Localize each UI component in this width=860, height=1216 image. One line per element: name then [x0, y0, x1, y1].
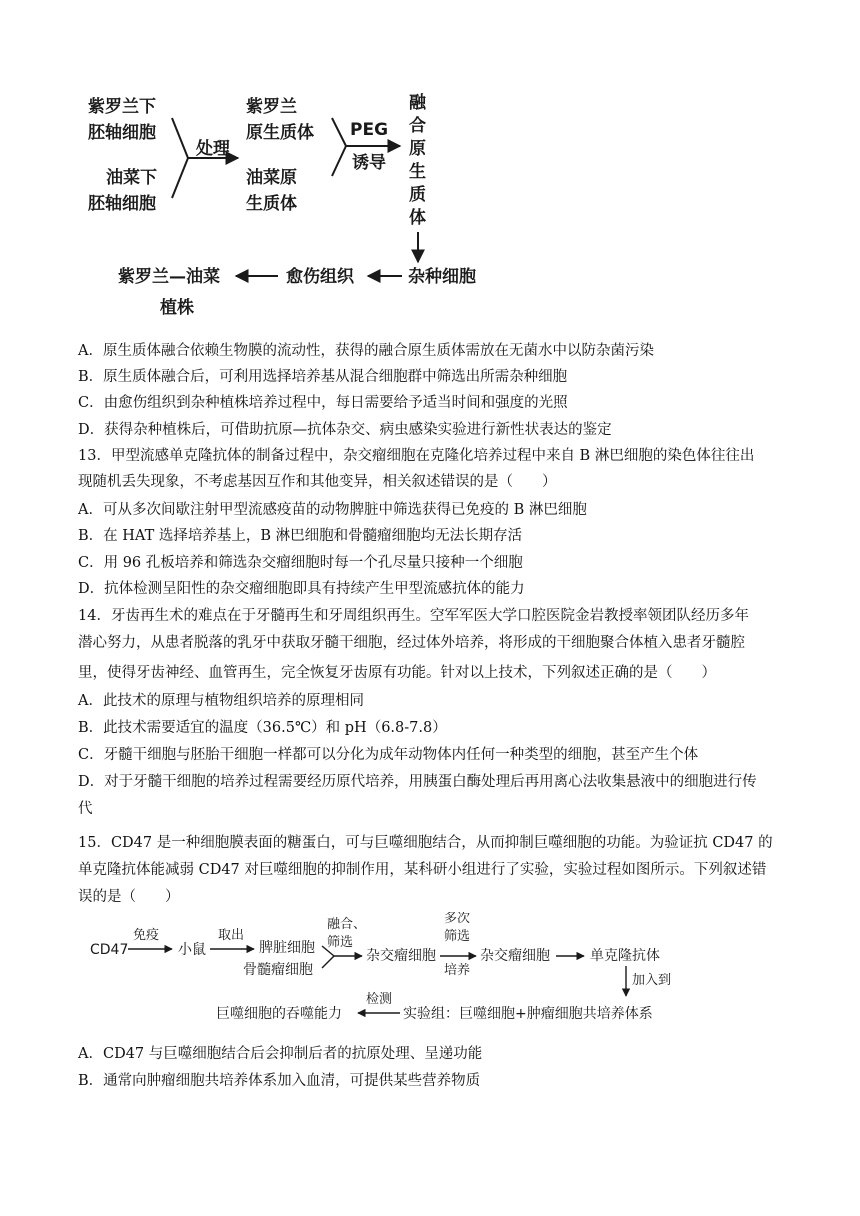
rape-protoplast-line1: 油菜原 — [246, 168, 297, 188]
q13-option-d: D．抗体检测呈阳性的杂交瘤细胞即具有持续产生甲型流感抗体的能力 — [78, 581, 525, 597]
q13-option-b: B．在 HAT 选择培养基上，B 淋巴细胞和骨髓瘤细胞均无法长期存活 — [78, 528, 523, 544]
callus-node: 愈伤组织 — [286, 267, 354, 287]
multi-screen-line2: 筛选 — [444, 929, 471, 944]
fuse-screen-line1: 融合、 — [327, 917, 367, 932]
fused-char-1: 融 — [409, 93, 426, 113]
q15-option-a: A．CD47 与巨噬细胞结合后会抑制后者的抗原处理、呈递功能 — [78, 1046, 483, 1062]
multi-screen-line3: 培养 — [444, 963, 471, 978]
protoplast-fusion-diagram — [0, 0, 860, 320]
q12-option-c: C．由愈伤组织到杂种植株培养过程中，每日需要给予适当时间和强度的光照 — [78, 395, 568, 411]
cd47-node: CD47 — [90, 942, 129, 958]
rape-cell-line2: 胚轴细胞 — [88, 194, 156, 214]
hybrid-cell-node: 杂种细胞 — [408, 267, 476, 287]
q14-stem-line3: 里，使得牙齿神经、血管再生，完全恢复牙齿原有功能。针对以上技术，下列叙述正确的是（ ） — [78, 665, 716, 681]
fused-char-2: 合 — [409, 116, 426, 136]
fuse-screen-line2: 筛选 — [327, 935, 354, 950]
immunize-label: 免疫 — [133, 928, 160, 943]
q14-option-a: A．此技术的原理与植物组织培养的原理相同 — [78, 693, 364, 709]
violet-cell-line1: 紫罗兰下 — [88, 97, 156, 117]
q12-option-b: B．原生质体融合后，可利用选择培养基从混合细胞群中筛选出所需杂种细胞 — [78, 369, 568, 385]
extract-label: 取出 — [218, 928, 245, 943]
rape-cell-line1: 油菜下 — [106, 168, 157, 188]
q12-option-d: D．获得杂种植株后，可借助抗原—抗体杂交、病虫感染实验进行新性状表达的鉴定 — [78, 422, 612, 438]
q14-stem-line2: 潜心努力，从患者脱落的乳牙中获取牙髓干细胞，经过体外培养，将形成的干细胞聚合体植入患者牙髓腔 — [78, 635, 745, 651]
q14-option-c: C．牙髓干细胞与胚胎干细胞一样都可以分化为成年动物体内任何一种类型的细胞，甚至产生个体 — [78, 747, 699, 763]
q13-stem-line1: 13．甲型流感单克隆抗体的制备过程中，杂交瘤细胞在克隆化培养过程中来自 B 淋巴细胞的染色体往往出 — [78, 448, 755, 464]
q13-option-c: C．用 96 孔板培养和筛选杂交瘤细胞时每一个孔尽量只接种一个细胞 — [78, 555, 523, 571]
fused-char-3: 原 — [409, 139, 426, 159]
q13-option-a: A．可从多次间歇注射甲型流感疫苗的动物脾脏中筛选获得已免疫的 B 淋巴细胞 — [78, 502, 587, 518]
q15-option-b: B．通常向肿瘤细胞共培养体系加入血清，可提供某些营养物质 — [78, 1073, 481, 1089]
rape-protoplast-line2: 生质体 — [246, 194, 297, 214]
experiment-group-node: 实验组：巨噬细胞+肿瘤细胞共培养体系 — [403, 1006, 653, 1022]
myeloma-node: 骨髓瘤细胞 — [243, 962, 313, 978]
q14-option-d-line1: D．对于牙髓干细胞的培养过程需要经历原代培养，用胰蛋白酶处理后再用离心法收集悬液中的细胞进行传 — [78, 774, 757, 790]
fused-char-4: 生 — [409, 162, 426, 182]
q15-stem-line2: 单克隆抗体能减弱 CD47 对巨噬细胞的抑制作用，某科研小组进行了实验，实验过程如图所示。下列叙述错 — [78, 862, 767, 878]
q13-stem-line2: 现随机丢失现象，不考虑基因互作和其他变异，相关叙述错误的是（ ） — [78, 474, 557, 490]
multi-screen-line1: 多次 — [444, 912, 471, 926]
plant-node-line2: 植株 — [160, 298, 194, 318]
mouse-node: 小鼠 — [178, 942, 206, 958]
violet-protoplast-line2: 原生质体 — [246, 123, 314, 143]
q14-stem-line1: 14．牙齿再生术的难点在于牙髓再生和牙周组织再生。空军军医大学口腔医院金岩教授率领团队经历多年 — [78, 608, 749, 624]
peg-label: PEG — [350, 120, 389, 140]
violet-cell-line2: 胚轴细胞 — [88, 123, 156, 143]
plant-node-line1: 紫罗兰—油菜 — [118, 267, 220, 287]
hybridoma-node-1: 杂交瘤细胞 — [366, 948, 436, 964]
q15-stem-line3: 误的是（ ） — [78, 889, 180, 905]
hybridoma-node-2: 杂交瘤细胞 — [480, 948, 550, 964]
induce-label: 诱导 — [352, 153, 386, 173]
spleen-node: 脾脏细胞 — [259, 940, 315, 956]
add-to-label: 加入到 — [632, 973, 672, 988]
treat-label: 处理 — [196, 139, 230, 159]
violet-protoplast-line1: 紫罗兰 — [246, 97, 297, 117]
q14-option-b: B．此技术需要适宜的温度（36.5℃）和 pH（6.8-7.8） — [78, 720, 447, 736]
fused-char-5: 质 — [409, 185, 426, 205]
fused-char-6: 体 — [409, 208, 426, 228]
q14-option-d-line2: 代 — [78, 801, 93, 817]
result-node: 巨噬细胞的吞噬能力 — [216, 1006, 342, 1022]
mab-experiment-diagram — [0, 912, 860, 1032]
mab-node: 单克隆抗体 — [590, 948, 660, 964]
detect-label: 检测 — [366, 992, 393, 1007]
q12-option-a: A．原生质体融合依赖生物膜的流动性，获得的融合原生质体需放在无菌水中以防杂菌污染 — [78, 343, 654, 359]
q15-stem-line1: 15．CD47 是一种细胞膜表面的糖蛋白，可与巨噬细胞结合，从而抑制巨噬细胞的功能。为验证抗 CD47 的 — [78, 835, 773, 851]
